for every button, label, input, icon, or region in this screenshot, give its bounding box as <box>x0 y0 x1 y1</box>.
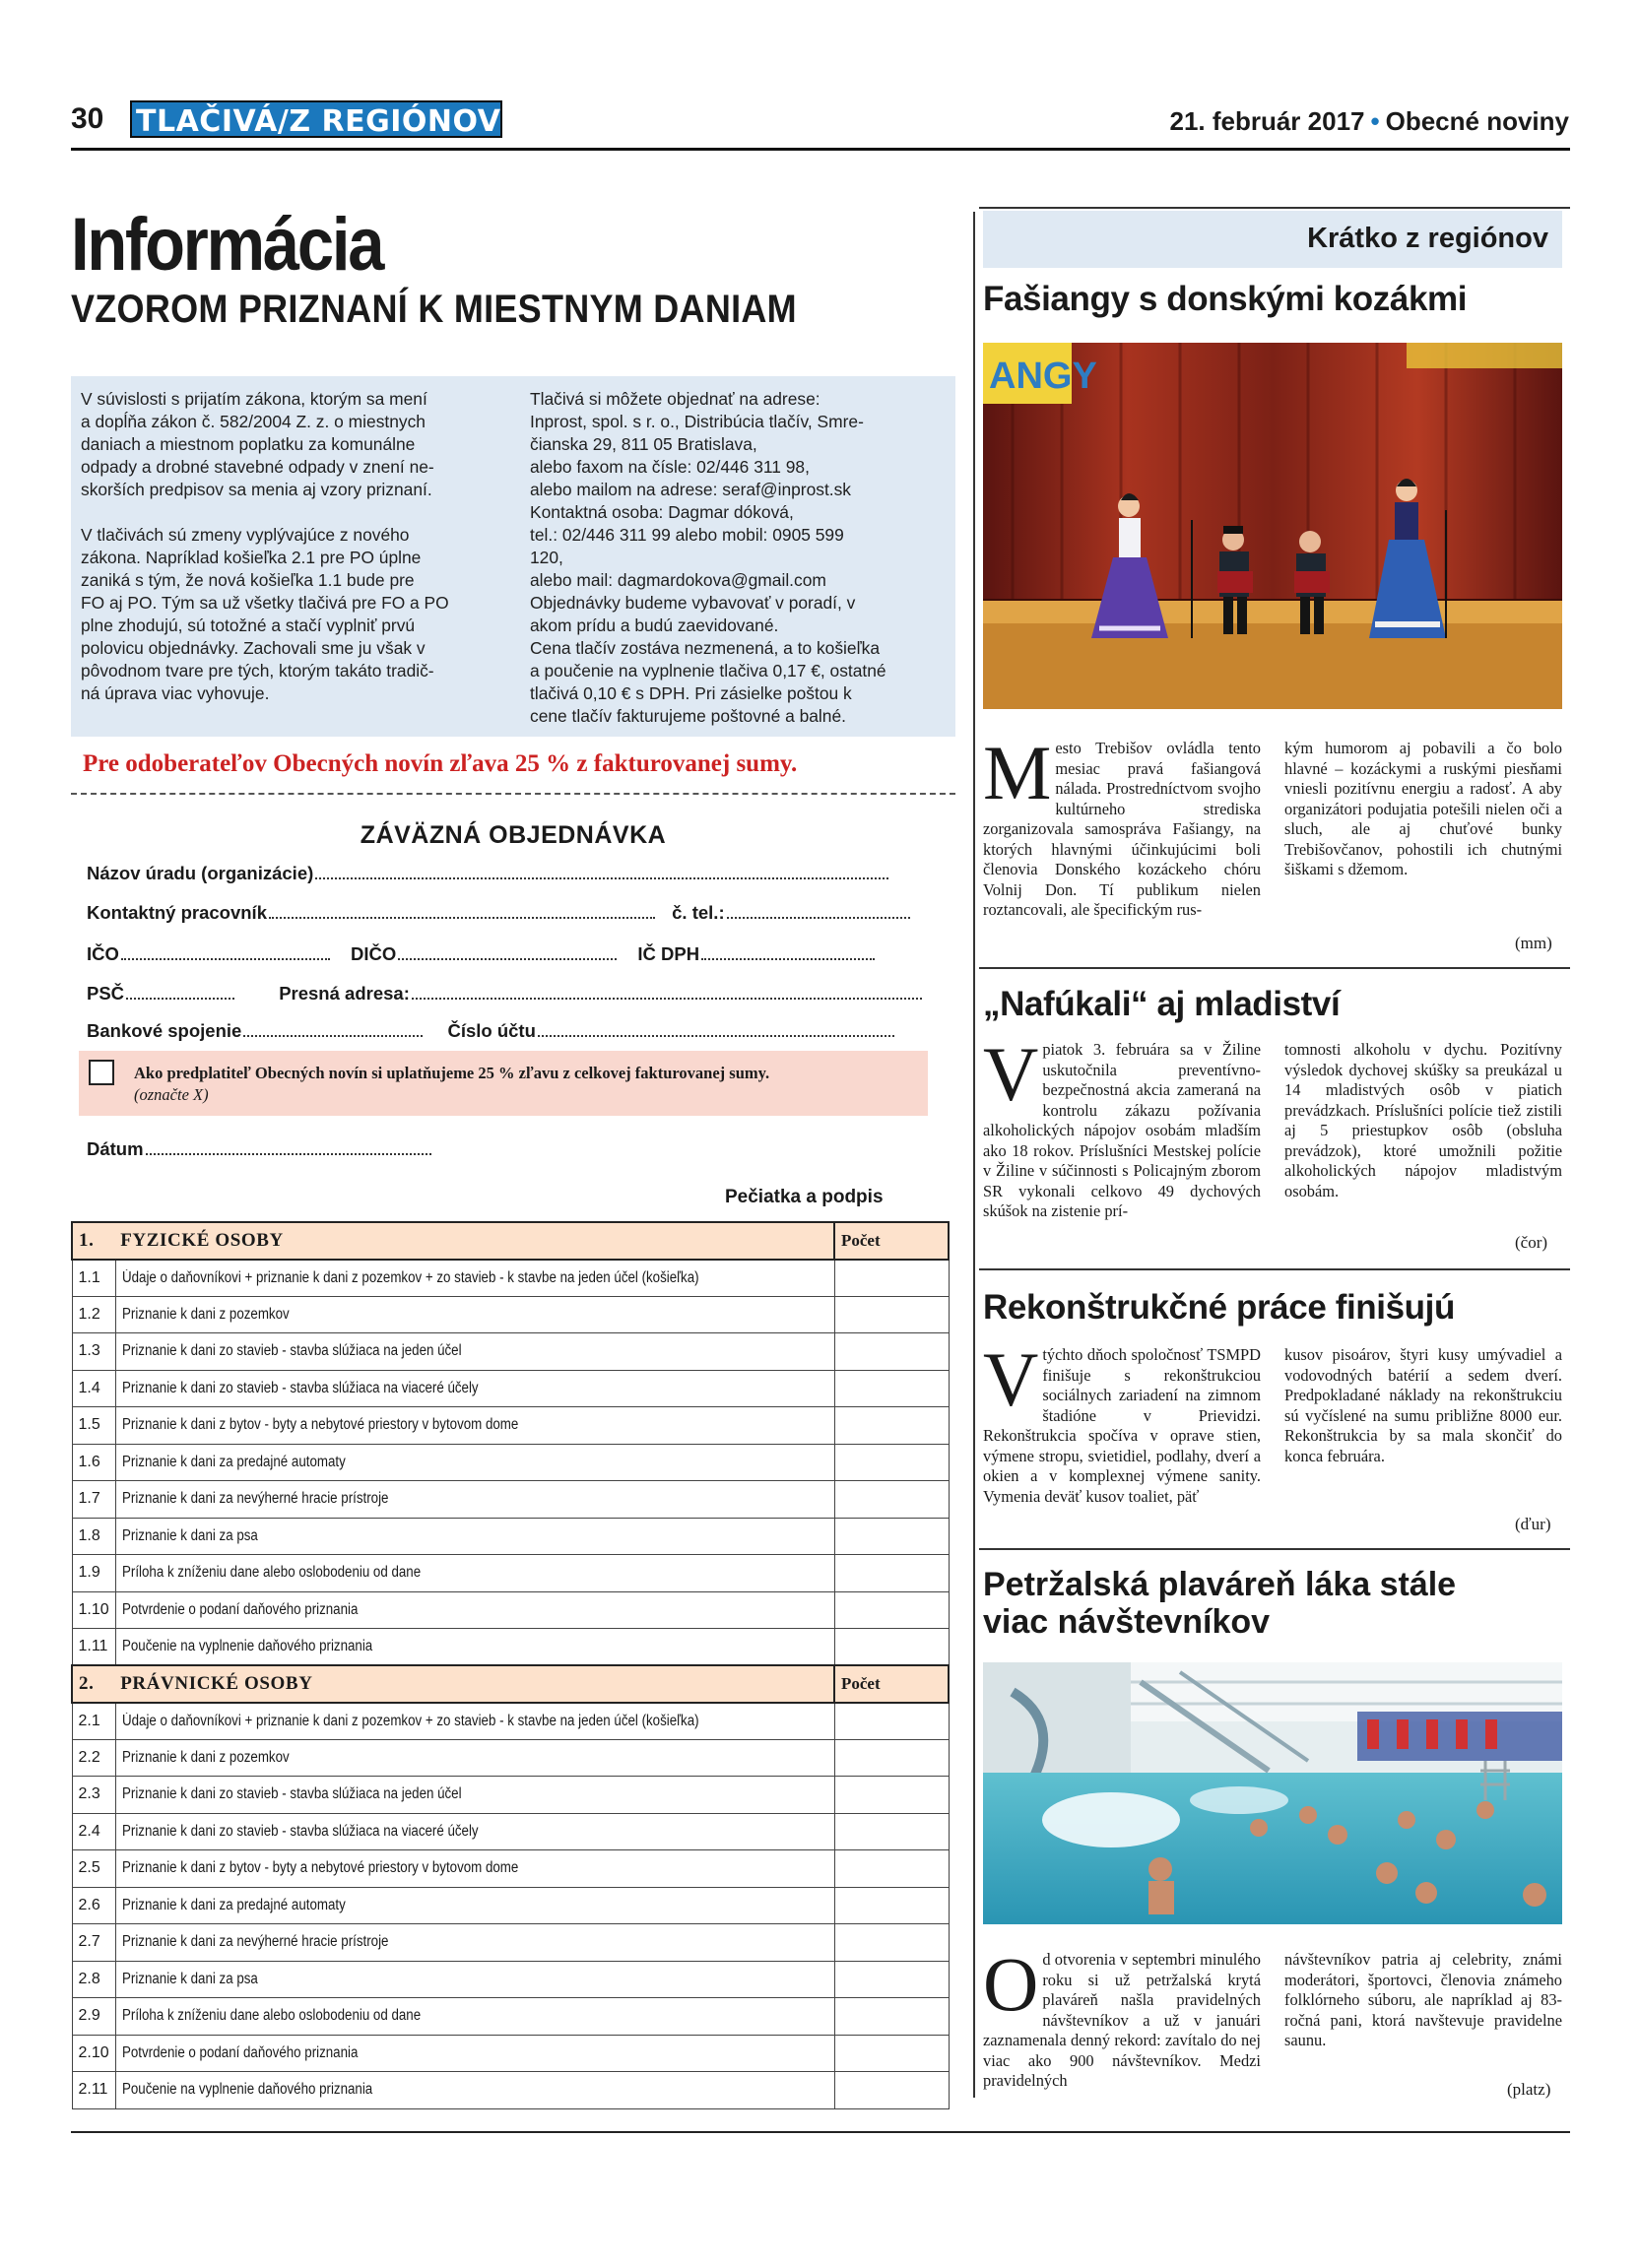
article-body-col2: kusov pisoárov, štyri kusy umývadiel a vodovodných batérií a sedem dverí. Predpokladané náklady na rekonštrukciu sú vyčíslené na sumu približne 8000 eur. Rekonštrukcia by sa mala skončiť do konca februára. <box>1284 1345 1562 1465</box>
count-cell[interactable] <box>834 1407 949 1445</box>
ids-row <box>87 943 877 965</box>
article-headline <box>983 1566 1456 1641</box>
table-row <box>72 1370 949 1407</box>
table-row <box>72 1777 949 1814</box>
publication-name: Obecné noviny <box>1385 106 1569 136</box>
sidebar-title: Krátko z regiónov <box>983 211 1562 268</box>
table-row <box>72 1887 949 1924</box>
address-field[interactable] <box>412 985 922 1000</box>
table-row <box>72 1591 949 1629</box>
info-line: ná úprava viac vyhovuje. <box>81 683 270 703</box>
ico-field[interactable] <box>121 945 330 960</box>
row-title: Údaje o daňovníkovi + priznanie k dani z pozemkov + zo stavieb - k stavbe na jeden účel (košieľka) <box>115 1260 834 1297</box>
row-title: Priznanie k dani za nevýherné hracie prístroje <box>115 1924 834 1962</box>
office-row <box>87 863 890 884</box>
issue-line <box>1169 106 1569 137</box>
info-line: akom prídu a budú zaevidované. <box>530 616 779 635</box>
row-number: 1.6 <box>72 1444 115 1481</box>
row-title: Poučenie na vyplnenie daňového priznania <box>115 1629 834 1666</box>
article-body-col2: návštevníkov patria aj celebrity, známi moderátori, športovci, členovia známeho folklórneho súboru, ale napríklad aj 83-ročná pani, ktorá navštevuje pravidelne saunu. <box>1284 1950 1562 2049</box>
table-row <box>72 1998 949 2036</box>
subscriber-box <box>79 1051 928 1116</box>
date-label: Dátum <box>87 1138 144 1159</box>
info-line: čianska 29, 811 05 Bratislava, <box>530 434 757 454</box>
sidebar-top-rule <box>979 207 1570 209</box>
row-title: Priznanie k dani zo stavieb - stavba slúžiaca na jeden účel <box>115 1777 834 1814</box>
dic-label: DIČO <box>351 943 397 964</box>
drop-cap: V <box>983 1336 1039 1422</box>
phone-field[interactable] <box>727 904 910 919</box>
count-cell[interactable] <box>834 1850 949 1888</box>
count-cell[interactable] <box>834 1961 949 1998</box>
row-title: Potvrdenie o podaní daňového priznania <box>115 2035 834 2072</box>
count-cell[interactable] <box>834 1591 949 1629</box>
info-line: Objednávky budeme vybavovať v poradí, v <box>530 593 856 613</box>
table-row <box>72 1813 949 1850</box>
row-number: 1.8 <box>72 1518 115 1555</box>
info-line: skorších predpisov sa menia aj vzory priznaní. <box>81 480 432 499</box>
table-row <box>72 1850 949 1888</box>
pool-illustration <box>983 1662 1562 1924</box>
account-field[interactable] <box>538 1022 894 1037</box>
row-number: 1.2 <box>72 1296 115 1333</box>
count-cell[interactable] <box>834 1629 949 1666</box>
info-line: Cena tlačív zostáva nezmenená, a to košieľka <box>530 638 881 658</box>
row-title: Priznanie k dani zo stavieb - stavba slúžiaca na jeden účel <box>115 1333 834 1371</box>
count-cell[interactable] <box>834 1444 949 1481</box>
psc-label: PSČ <box>87 983 125 1004</box>
address-row <box>87 983 924 1004</box>
row-number: 2.2 <box>72 1739 115 1777</box>
row-number: 2.7 <box>72 1924 115 1962</box>
bank-field[interactable] <box>243 1022 423 1037</box>
row-title: Priznanie k dani za nevýherné hracie prístroje <box>115 1481 834 1519</box>
contact-label: Kontaktný pracovník <box>87 902 267 923</box>
table-row <box>72 1739 949 1777</box>
info-line: pôvodnom tvare pre tých, ktorým takáto tradič- <box>81 661 434 680</box>
count-cell[interactable] <box>834 1518 949 1555</box>
info-line: polovicu objednávky. Zachovali sme ju však v <box>81 638 426 658</box>
info-paragraph <box>81 524 506 705</box>
group-title: 1. FYZICKÉ OSOBY <box>72 1222 834 1260</box>
info-line: FO aj PO. Tým sa už všetky tlačivá pre FO a PO <box>81 593 449 613</box>
row-number: 1.11 <box>72 1629 115 1666</box>
row-number: 1.7 <box>72 1481 115 1519</box>
count-cell[interactable] <box>834 1813 949 1850</box>
count-cell[interactable] <box>834 1333 949 1371</box>
article-body-col1 <box>983 1336 1261 1507</box>
article-body-col1 <box>983 730 1261 955</box>
count-header: Počet <box>834 1222 949 1260</box>
footer-rule <box>71 2131 1570 2133</box>
row-number: 2.9 <box>72 1998 115 2036</box>
table-row <box>72 1555 949 1592</box>
row-number: 2.6 <box>72 1887 115 1924</box>
info-line: alebo mailom na adrese: seraf@inprost.sk <box>530 480 852 499</box>
forms-table <box>71 1221 950 2109</box>
info-line: 120, <box>530 548 563 567</box>
row-title: Údaje o daňovníkovi + priznanie k dani z pozemkov + zo stavieb - k stavbe na jeden účel (košieľka) <box>115 1703 834 1740</box>
table-row <box>72 1296 949 1333</box>
info-line: plne zhodujú, sú totožné a stačí vyplniť prvú <box>81 616 416 635</box>
article-body-col1 <box>983 1031 1261 1222</box>
subscriber-checkbox[interactable] <box>89 1060 114 1085</box>
info-line: tlačivá 0,10 € s DPH. Pri zásielke poštou k <box>530 683 852 703</box>
article-signature: (čor) <box>1515 1233 1548 1252</box>
contact-field[interactable] <box>269 904 655 919</box>
count-cell[interactable] <box>834 1260 949 1297</box>
info-line: Kontaktná osoba: Dagmar dóková, <box>530 502 794 522</box>
row-title: Priznanie k dani zo stavieb - stavba slúžiaca na viaceré účely <box>115 1813 834 1850</box>
drop-cap: M <box>983 730 1052 815</box>
drop-cap: O <box>983 1941 1039 2027</box>
row-title: Potvrdenie o podaní daňového priznania <box>115 1591 834 1629</box>
stamp-signature-label: Pečiatka a podpis <box>725 1187 884 1207</box>
article-body-col2: kým humorom aj pobavili a čo bolo hlavné – kozáckymi a ruskými piesňami vniesli pozitívnu energiu a radosť. A aby organizátori podujatia potešili nielen oči a sluch, ale aj chuťové bunky Trebišovčanov, pohostili ich chutnými šiškami s džemom. <box>1284 739 1562 878</box>
table-row <box>72 1481 949 1519</box>
office-label: Názov úradu (organizácie) <box>87 863 314 883</box>
row-title: Priznanie k dani zo stavieb - stavba slúžiaca na viaceré účely <box>115 1370 834 1407</box>
info-line: alebo mail: dagmardokova@gmail.com <box>530 570 826 590</box>
article-headline: „Nafúkali“ aj mladiství <box>983 985 1341 1023</box>
row-number: 2.4 <box>72 1813 115 1850</box>
count-cell[interactable] <box>834 1296 949 1333</box>
page-subtitle: VZOROM PRIZNANÍ K MIESTNYM DANIAM <box>71 288 797 331</box>
icdph-field[interactable] <box>701 945 875 960</box>
row-number: 2.10 <box>72 2035 115 2072</box>
stage-banner-text: ANGY <box>989 356 1097 397</box>
count-cell[interactable] <box>834 2035 949 2072</box>
date-field[interactable] <box>146 1140 431 1155</box>
row-title: Poučenie na vyplnenie daňového priznania <box>115 2072 834 2109</box>
group-header-individuals <box>72 1222 949 1260</box>
table-row <box>72 1703 949 1740</box>
info-line: zaniká s tým, že nová košieľka 1.1 bude pre <box>81 570 415 590</box>
icdph-label: IČ DPH <box>637 943 700 964</box>
row-title: Príloha k zníženiu dane alebo oslobodeniu od dane <box>115 1555 834 1592</box>
table-row <box>72 1407 949 1445</box>
count-cell[interactable] <box>834 1887 949 1924</box>
count-cell[interactable] <box>834 1555 949 1592</box>
count-cell[interactable] <box>834 1777 949 1814</box>
concert-stage-illustration <box>983 343 1562 709</box>
address-label: Presná adresa: <box>279 983 410 1004</box>
row-title: Priznanie k dani za predajné automaty <box>115 1887 834 1924</box>
info-line: V tlačivách sú zmeny vyplývajúce z nového <box>81 525 410 545</box>
article-text: esto Trebišov ovládla tento mesiac pravá fašiangová nálada. Prostredníctvom svojho kultúrneho strediska zorganizovala samospráva Fašiangy, na ktorých hlavnými účinkujúcimi boli členovia Donského kozáckeho chóru Volnij Don. Tí publikum nielen roztancovali, ale špecifickým rus- <box>983 739 1261 919</box>
dic-field[interactable] <box>398 945 617 960</box>
table-row <box>72 1629 949 1666</box>
count-cell[interactable] <box>834 1703 949 1740</box>
row-number: 2.5 <box>72 1850 115 1888</box>
cut-line <box>71 793 955 795</box>
article-text: piatok 3. februára sa v Žiline uskutočnila preventívno-bezpečnostná akcia zameraná na kontrolu zákazu požívania alkoholických nápojov osobám mladším ako 18 rokov. Príslušníci Mestskej polície v Žiline v súčinnosti s Policajným zborom SR vykonali celkovo 49 dychových skúšok na zistenie prí- <box>983 1040 1261 1220</box>
article-divider <box>979 1268 1570 1270</box>
info-left-column <box>81 388 506 728</box>
article-headline: Fašiangy s donskými kozákmi <box>983 280 1468 318</box>
table-row <box>72 1260 949 1297</box>
swimming-pool-photo <box>983 1662 1562 1924</box>
row-number: 2.1 <box>72 1703 115 1740</box>
row-title: Priznanie k dani z bytov - byty a nebytové priestory v bytovom dome <box>115 1850 834 1888</box>
count-header: Počet <box>834 1665 949 1703</box>
row-title: Príloha k zníženiu dane alebo oslobodeniu od dane <box>115 1998 834 2036</box>
date-row <box>87 1138 433 1160</box>
discount-notice: Pre odoberateľov Obecných novín zľava 25 % z fakturovanej sumy. <box>83 750 798 777</box>
row-number: 1.1 <box>72 1260 115 1297</box>
row-number: 1.3 <box>72 1333 115 1371</box>
bank-row <box>87 1020 896 1042</box>
row-title: Priznanie k dani za psa <box>115 1961 834 1998</box>
page-number: 30 <box>71 102 104 135</box>
subscriber-text: Ako predplatiteľ Obecných novín si uplatňujeme 25 % zľavu z celkovej fakturovanej sumy. <box>134 1064 770 1082</box>
page-title: Informácia <box>71 203 383 287</box>
article-signature: (platz) <box>1507 2080 1551 2099</box>
count-cell[interactable] <box>834 1739 949 1777</box>
article-text: týchto dňoch spoločnosť TSMPD finišuje s rekonštrukciou sociálnych zariadení na zimnom štadióne v Prievidzi. Rekonštrukcia spočíva v oprave stien, výmene stropu, svietidiel, podlahy, dverí a okien a v komplexnej výmene sanity. Vymenia deväť kusov toaliet, päť <box>983 1345 1261 1506</box>
row-number: 1.5 <box>72 1407 115 1445</box>
row-title: Priznanie k dani za psa <box>115 1518 834 1555</box>
info-box <box>71 376 955 737</box>
info-line: Tlačivá si môžete objednať na adrese: <box>530 389 820 409</box>
headline-line: Petržalská plaváreň láka stále <box>983 1566 1457 1603</box>
info-line: alebo faxom na čísle: 02/446 311 98, <box>530 457 810 477</box>
group-title: 2. PRÁVNICKÉ OSOBY <box>72 1665 834 1703</box>
count-cell[interactable] <box>834 2072 949 2109</box>
column-divider <box>973 212 975 2098</box>
subscriber-note: (označte X) <box>134 1085 209 1104</box>
table-row <box>72 2035 949 2072</box>
article-signature: (mm) <box>1515 934 1552 952</box>
table-row <box>72 1518 949 1555</box>
group-header-legal-entities <box>72 1665 949 1703</box>
article-headline: Rekonštrukčné práce finišujú <box>983 1288 1455 1327</box>
concert-photo <box>983 343 1562 709</box>
row-title: Priznanie k dani z bytov - byty a nebytové priestory v bytovom dome <box>115 1407 834 1445</box>
count-cell[interactable] <box>834 1924 949 1962</box>
phone-label: č. tel.: <box>672 902 725 923</box>
article-signature: (ďur) <box>1515 1515 1551 1533</box>
info-line: tel.: 02/446 311 99 alebo mobil: 0905 599 <box>530 525 844 545</box>
count-cell[interactable] <box>834 1370 949 1407</box>
table-row <box>72 1333 949 1371</box>
info-line: a poučenie na vyplnenie tlačiva 0,17 €, ostatné <box>530 661 886 680</box>
article-divider <box>979 1548 1570 1550</box>
row-title: Priznanie k dani z pozemkov <box>115 1739 834 1777</box>
info-line: V súvislosti s prijatím zákona, ktorým sa mení <box>81 389 427 409</box>
table-row <box>72 1924 949 1962</box>
info-line: cene tlačív fakturujeme poštovné a balné. <box>530 706 846 726</box>
account-label: Číslo účtu <box>447 1020 536 1041</box>
info-line: daniach a miestnom poplatku za komunálne <box>81 434 416 454</box>
contact-row <box>87 902 912 924</box>
row-number: 1.9 <box>72 1555 115 1592</box>
order-form-title: ZÁVÄZNÁ OBJEDNÁVKA <box>360 821 667 849</box>
article-body-col2: tomnosti alkoholu v dychu. Pozitívny výsledok dychovej skúšky sa preukázal u 14 mladistvých osôb v piatich prevádzkach. Príslušníci polície tiež zistili aj 5 priestupkov osôb (obsluha prevádzok), ktoré umožnili požitie alkoholických nápojov mladistvým osobám. <box>1284 1040 1562 1200</box>
bank-label: Bankové spojenie <box>87 1020 242 1041</box>
row-number: 1.4 <box>72 1370 115 1407</box>
psc-field[interactable] <box>126 985 234 1000</box>
row-number: 1.10 <box>72 1591 115 1629</box>
headline-line: viac návštevníkov <box>983 1603 1271 1641</box>
header-rule <box>71 148 1570 151</box>
count-cell[interactable] <box>834 1998 949 2036</box>
count-cell[interactable] <box>834 1481 949 1519</box>
info-line: a dopĺňa zákon č. 582/2004 Z. z. o miestnych <box>81 412 426 431</box>
info-right-column <box>530 388 942 728</box>
article-divider <box>979 967 1570 969</box>
info-line: Inprost, spol. s r. o., Distribúcia tlačív, Smre- <box>530 412 864 431</box>
table-row <box>72 2072 949 2109</box>
separator-dot: • <box>1370 106 1380 136</box>
row-number: 2.8 <box>72 1961 115 1998</box>
table-row <box>72 1961 949 1998</box>
info-paragraph <box>81 388 506 501</box>
row-number: 2.3 <box>72 1777 115 1814</box>
info-line: odpady a drobné stavebné odpady v znení ne- <box>81 457 434 477</box>
info-line: zákona. Napríklad košieľka 2.1 pre PO úplne <box>81 548 422 567</box>
row-title: Priznanie k dani za predajné automaty <box>115 1444 834 1481</box>
ico-label: IČO <box>87 943 119 964</box>
issue-date: 21. február 2017 <box>1169 106 1365 136</box>
row-title: Priznanie k dani z pozemkov <box>115 1296 834 1333</box>
article-text: d otvorenia v septembri minulého roku si už petržalská krytá plaváreň našla pravidelných návštevníkov a už v januári zaznamenala denný rekord: zavítalo do nej viac ako 900 návštevníkov. Medzi pravidelných <box>983 1950 1261 2090</box>
article-body-col1 <box>983 1941 1261 2092</box>
drop-cap: V <box>983 1031 1039 1117</box>
office-field[interactable] <box>315 865 888 879</box>
row-number: 2.11 <box>72 2072 115 2109</box>
section-label: TLAČIVÁ/Z REGIÓNOV <box>130 100 502 138</box>
table-row <box>72 1444 949 1481</box>
